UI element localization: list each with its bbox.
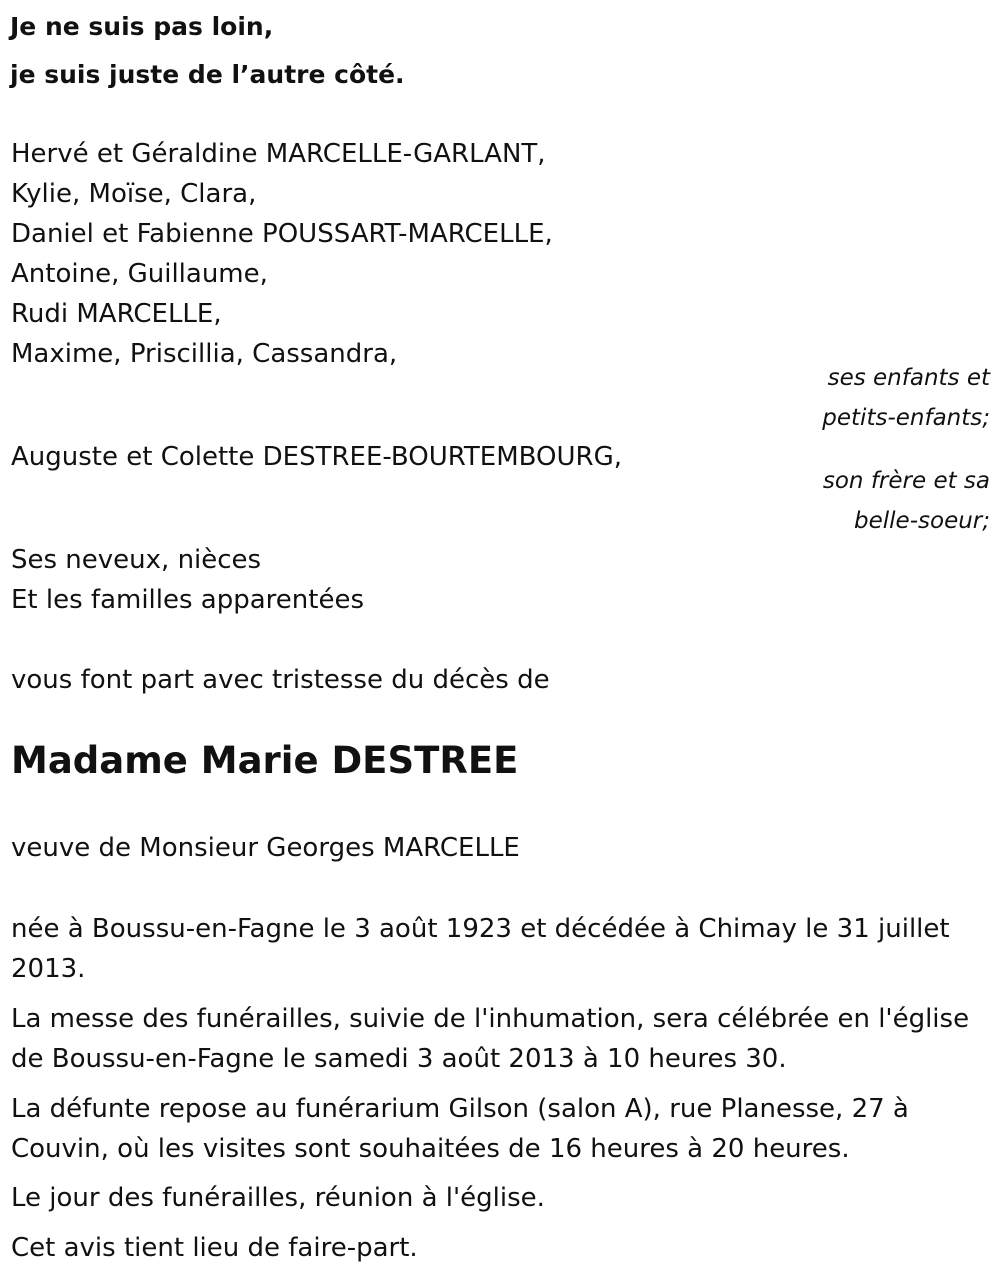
widow-of-text: veuve de Monsieur Georges MARCELLE <box>11 833 520 863</box>
relation-sibling-line-2: belle-soeur; <box>854 508 990 534</box>
repose-paragraph: La défunte repose au funérarium Gilson (salon A), rue Planesse, 27 à Couvin, où les visites sont souhaitées de 16 heures à 20 heures. <box>11 1094 909 1164</box>
relation-sibling <box>823 461 990 541</box>
extended-family-line-1: Ses neveux, nièces <box>11 545 262 575</box>
relation-children-line-1: ses enfants et <box>827 365 990 391</box>
meeting-paragraph: Le jour des funérailles, réunion à l'église. <box>11 1183 545 1213</box>
family-line-sibling: Auguste et Colette DESTREE-BOURTEMBOURG, <box>11 442 622 472</box>
epigraph-line-2: je suis juste de l’autre côté. <box>10 60 405 89</box>
birth-death-paragraph: née à Boussu-en-Fagne le 3 août 1923 et décédée à Chimay le 31 juillet 2013. <box>11 914 950 984</box>
family-line: Kylie, Moïse, Clara, <box>11 179 257 209</box>
family-line: Maxime, Priscillia, Cassandra, <box>11 339 398 369</box>
funeral-mass-paragraph: La messe des funérailles, suivie de l'inhumation, sera célébrée en l'église de Boussu-en-Fagne le samedi 3 août 2013 à 10 heures 30. <box>11 1004 970 1074</box>
epigraph-line-1: Je ne suis pas loin, <box>10 12 274 41</box>
announcement-text: vous font part avec tristesse du décès de <box>11 665 550 695</box>
relation-sibling-line-1: son frère et sa <box>822 468 990 494</box>
family-line: Antoine, Guillaume, <box>11 259 268 289</box>
deceased-name: Madame Marie DESTREE <box>11 739 519 782</box>
notice-paragraph: Cet avis tient lieu de faire-part. <box>11 1233 418 1263</box>
relation-children <box>822 358 990 438</box>
relation-children-line-2: petits-enfants; <box>822 405 990 431</box>
family-line: Hervé et Géraldine MARCELLE-GARLANT, <box>11 139 546 169</box>
extended-family-line-2: Et les familles apparentées <box>11 585 365 615</box>
family-line: Rudi MARCELLE, <box>11 299 222 329</box>
family-line: Daniel et Fabienne POUSSART-MARCELLE, <box>11 219 553 249</box>
